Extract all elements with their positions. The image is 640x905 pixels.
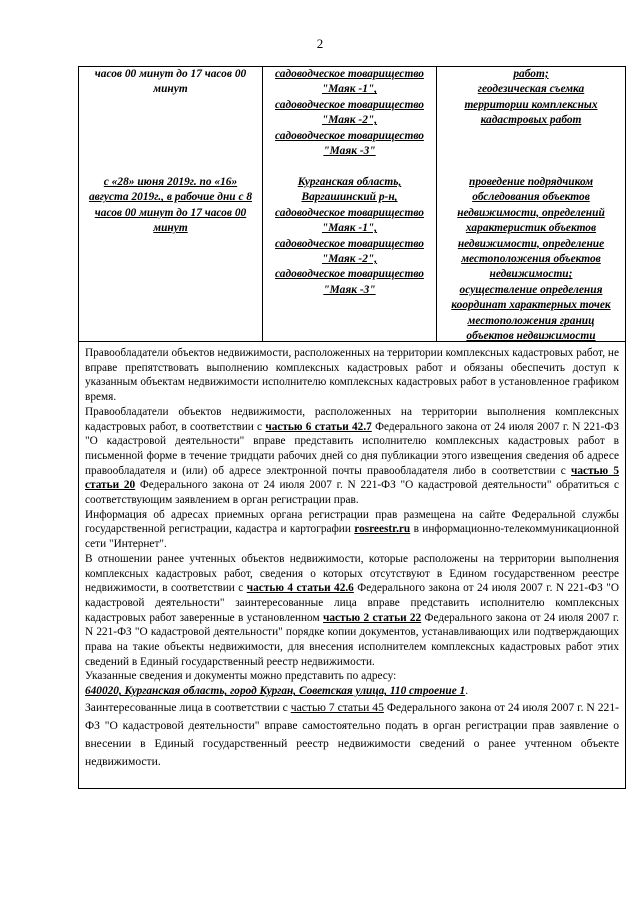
territory-line: Варгашинский р-н, (301, 191, 398, 204)
period-text: часов 00 минут до 17 часов 00 минут (94, 68, 247, 96)
works-cell (437, 67, 625, 169)
rosreestr-link[interactable]: rosreestr.ru (354, 523, 411, 536)
works-cell (437, 169, 625, 341)
works-line: местоположения объектов (461, 253, 601, 266)
notice-text: Правообладатели объектов недвижимости, расположенных на территории комплексных кадастровых работ, не вправе препятствовать выполнению комплексных кадастровых работ и обязаны обеспечить доступ к указанным объектам недвижимости исполнителю комплексных кадастровых работ в установленное графиком время. (85, 347, 619, 404)
works-schedule-table (78, 66, 626, 789)
territory-line: "Маяк -1", (321, 83, 378, 96)
law-reference-link[interactable]: частью 6 статьи 42.7 (265, 420, 372, 433)
territory-line: "Маяк -3" (323, 283, 376, 296)
territory-line: Курганская область, (297, 176, 402, 188)
territory-line: "Маяк -2", (321, 253, 378, 266)
works-line: объектов недвижимости (466, 330, 596, 343)
period-text: с «28» июня 2019г. по «16» августа 2019г., в рабочие дни с 8 часов 00 минут до 17 часов 00 минут (88, 176, 253, 235)
notice-text: Федерального закона от 24 июля 2007 г. N 221-ФЗ "О кадастровой деятельности" заинтересованные лица вправе представить исполнителю комплексных кадастровых работ заверенные в установленном (85, 582, 619, 624)
notice-text: Федерального закона от 24 июля 2007 г. N 221-ФЗ "О кадастровой деятельности" порядке копии документов, устанавливающих или подтверждающих права на такие объекты недвижимости, для внесения исполнителем комплексных кадастровых работ этих сведений в Единый государственный реестр недвижимости. (85, 611, 619, 668)
page-number: 2 (316, 36, 324, 51)
address-text: 640020, Курганская область, город Курган, Советская улица, 110 строение 1 (85, 685, 466, 698)
notice-text: Федерального закона от 24 июля 2007 г. N 221-ФЗ "О кадастровой деятельности" вправе представить исполнителю комплексных кадастровых работ в письменной форме в течение тридцати рабочих дней со дня публикации этого извещения сведения об адресе правообладателя и (или) об адресе электронной почты правообладателя либо в соответствии с (85, 420, 620, 477)
period-cell (79, 169, 263, 341)
territory-line: садоводческое товарищество (275, 237, 424, 250)
law-reference-link[interactable]: частью 4 статьи 42.6 (246, 582, 354, 595)
law-reference-link[interactable]: частью 5 статьи 20 (85, 464, 619, 492)
notice-paragraph (85, 508, 619, 552)
law-reference-link[interactable]: частью 7 статьи 45 (290, 700, 384, 714)
works-line: недвижимости, определений (457, 206, 605, 219)
works-line: кадастровых работ (480, 114, 582, 127)
works-line: местоположения границ (467, 314, 595, 327)
notice-text: Правообладатели объектов недвижимости, расположенных на территории выполнения комплексных кадастровых работ, в соответствии с (85, 405, 619, 433)
notice-paragraph (85, 699, 619, 772)
territory-line: садоводческое товарищество (275, 268, 424, 281)
works-line: недвижимости; (489, 268, 573, 281)
notice-block (79, 341, 625, 788)
notice-text: Федерального закона от 24 июля 2007 г. N 221-ФЗ "О кадастровой деятельности" вправе самостоятельно подать в орган регистрации прав заявление о внесении в Единый государственный реестр недвижимости сведений о ранее учтенном объекте недвижимости. (85, 700, 620, 769)
territory-cell (263, 169, 437, 341)
works-line: координат характерных точек (451, 299, 611, 312)
works-line: работ; (513, 68, 549, 80)
notice-text: Федерального закона от 24 июля 2007 г. N 221-ФЗ "О кадастровой деятельности" обратиться с соответствующим заявлением в орган регистрации прав. (85, 479, 619, 507)
works-line: характеристик объектов (465, 222, 597, 235)
law-reference-link[interactable]: частью 2 статьи 22 (322, 611, 422, 624)
notice-paragraph (85, 552, 619, 670)
notice-paragraph (85, 405, 619, 508)
notice-text: Заинтересованные лица в соответствии с (85, 700, 291, 714)
notice-text: Указанные сведения и документы можно представить по адресу: (85, 670, 397, 683)
works-line: обследования объектов (472, 191, 590, 204)
territory-line: "Маяк -3" (323, 145, 376, 158)
works-line: недвижимости, определение (457, 237, 605, 250)
notice-text: в информационно-телекоммуникационной сети "Интернет". (85, 523, 619, 551)
works-line: геодезическая съемка (477, 83, 585, 96)
table-row (79, 169, 625, 341)
works-line: проведение подрядчиком (468, 176, 594, 188)
territory-line: садоводческое товарищество (275, 129, 424, 142)
period-cell (79, 67, 263, 169)
territory-line: "Маяк -1", (321, 222, 378, 235)
territory-line: садоводческое товарищество (275, 98, 424, 111)
works-line: осуществление определения (459, 283, 603, 296)
territory-line: садоводческое товарищество (275, 206, 424, 219)
notice-paragraph: 640020, Курганская область, город Курган, Советская улица, 110 строение 1. (85, 685, 469, 698)
notice-paragraph (85, 346, 619, 405)
territory-line: "Маяк -2", (321, 114, 378, 127)
territory-line: садоводческое товарищество (275, 68, 424, 80)
territory-cell (263, 67, 437, 169)
works-line: территории комплексных (464, 98, 598, 111)
notice-text: Информация об адресах приемных органа регистрации прав размещена на сайте Федеральной службы государственной регистрации, кадастра и картографии (85, 508, 619, 536)
table-row (79, 67, 625, 169)
notice-text: В отношении ранее учтенных объектов недвижимости, которые расположены на территории выполнения комплексных кадастровых работ, сведения о которых отсутствуют в Едином государственном реестре недвижимости, в соответствии с (85, 552, 619, 595)
notice-paragraph (85, 669, 619, 684)
